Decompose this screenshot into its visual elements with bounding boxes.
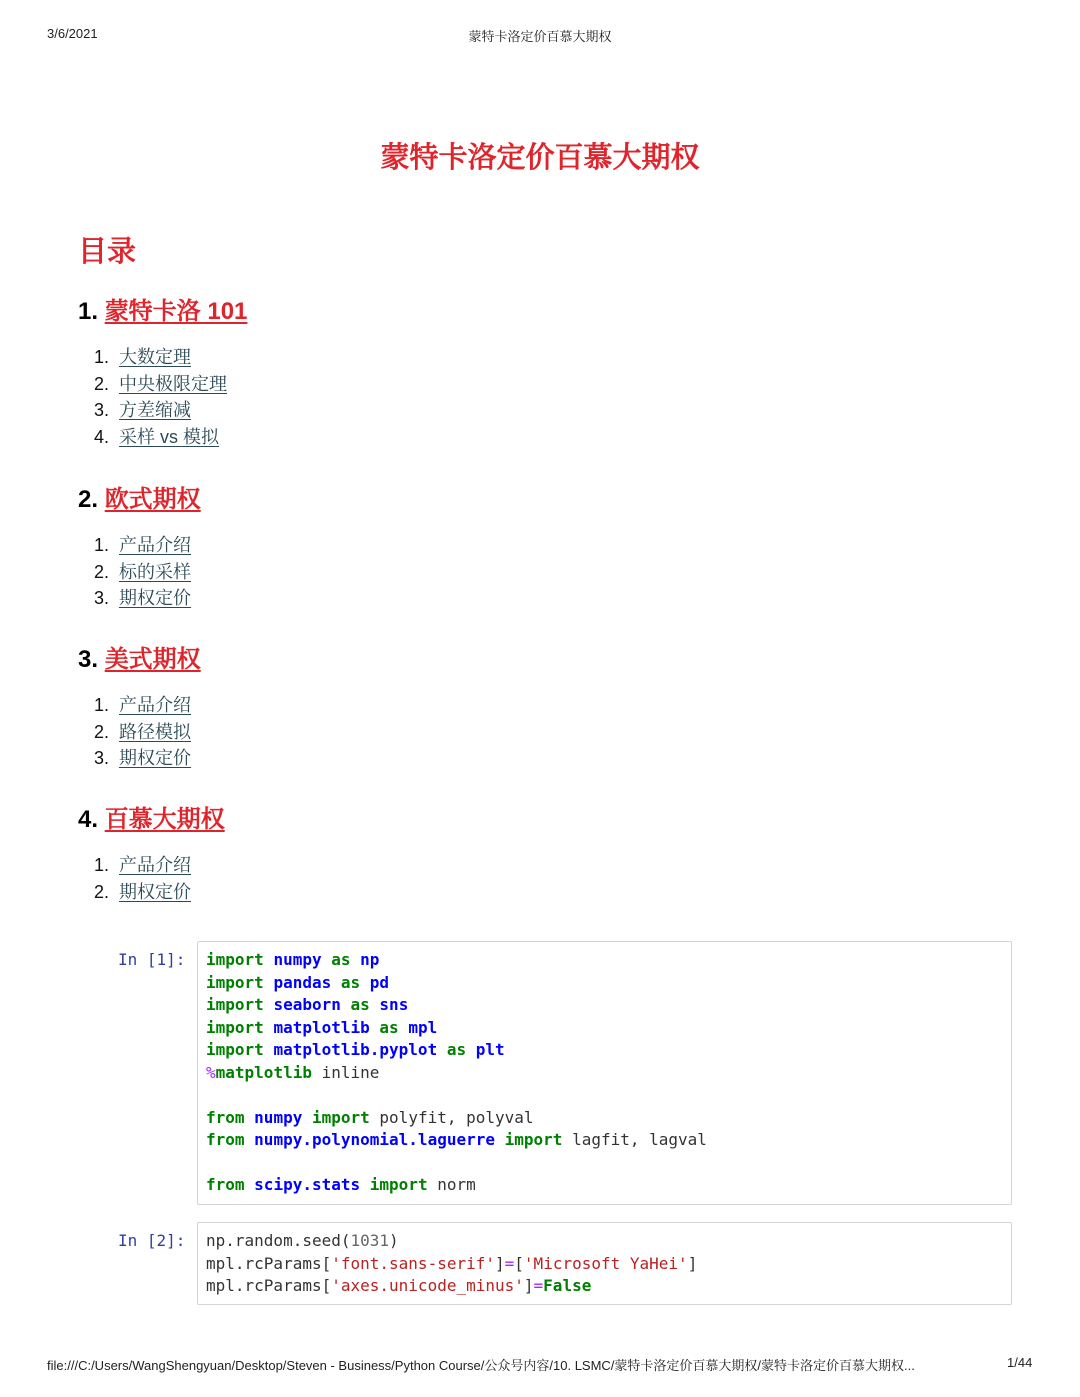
toc-item: 1. 产品介绍 xyxy=(94,695,192,715)
code-line xyxy=(206,1039,1003,1062)
code-token xyxy=(466,1040,476,1059)
toc-sub-list xyxy=(94,344,247,450)
toc-section-link[interactable]: 蒙特卡洛 101 xyxy=(104,298,248,325)
code-token xyxy=(245,1130,255,1149)
code-token: pd xyxy=(369,972,390,992)
toc-item: 1. 产品介绍 xyxy=(94,535,192,555)
toc-item: 2. 标的采样 xyxy=(94,561,192,582)
toc-section-2 xyxy=(78,484,201,612)
code-token xyxy=(245,1175,255,1194)
code-content xyxy=(206,949,1003,1197)
code-token xyxy=(495,1130,505,1149)
code-token xyxy=(360,1175,370,1194)
code-token: import xyxy=(206,1017,264,1037)
print-file-url: file:///C:/Users/WangShengyuan/Desktop/Steven - Business/Python Course/公众号内容/10. LSMC/蒙特卡洛定价百慕大期权/蒙特卡洛定价百慕大期权... xyxy=(47,1358,915,1373)
code-token: plt xyxy=(475,1040,505,1059)
code-token xyxy=(399,1018,409,1037)
code-line xyxy=(206,1275,1003,1298)
toc-section-heading: 2. 欧式期权 xyxy=(78,486,201,513)
toc-section-3 xyxy=(78,644,201,772)
code-token xyxy=(370,1018,380,1037)
code-token: norm xyxy=(427,1175,476,1194)
code-token: mpl.rcParams[ xyxy=(206,1276,332,1295)
code-token: = xyxy=(533,1276,544,1295)
code-token: numpy xyxy=(254,1107,303,1127)
code-token: [ xyxy=(514,1253,524,1273)
code-token xyxy=(264,995,274,1014)
code-line xyxy=(206,1107,1003,1130)
toc-section-heading: 3. 美式期权 xyxy=(78,646,201,673)
toc-section-heading: 4. 百慕大期权 xyxy=(78,806,225,833)
code-token xyxy=(264,1040,274,1059)
toc-item-link[interactable]: 标的采样 xyxy=(119,561,192,582)
print-doc-title: 蒙特卡洛定价百慕大期权 xyxy=(468,30,612,45)
code-token: as xyxy=(446,1040,467,1059)
toc-item: 3. 期权定价 xyxy=(94,748,192,768)
code-token: ] xyxy=(495,1253,505,1273)
cell-prompt: In [2]: xyxy=(118,1231,186,1250)
code-token: 'axes.unicode_minus' xyxy=(331,1276,524,1295)
toc-item: 3. 方差缩减 xyxy=(94,400,192,420)
code-token: False xyxy=(543,1276,592,1295)
code-token: as xyxy=(350,995,370,1014)
code-token: numpy.polynomial.laguerre xyxy=(254,1130,495,1149)
code-token xyxy=(264,1018,274,1037)
toc-item: 3. 期权定价 xyxy=(94,588,192,608)
toc-item-link[interactable]: 期权定价 xyxy=(119,881,192,902)
toc-section-4 xyxy=(78,804,225,905)
code-token: mpl.rcParams[ xyxy=(206,1253,332,1273)
code-token: seaborn xyxy=(273,995,341,1014)
code-token: polyfit, polyval xyxy=(369,1107,534,1127)
code-token xyxy=(302,1108,312,1127)
code-token: numpy xyxy=(273,950,322,969)
toc-sub-list xyxy=(94,852,225,905)
code-token: 'font.sans-serif' xyxy=(331,1253,495,1273)
code-input-area[interactable] xyxy=(197,941,1012,1205)
code-input-area[interactable] xyxy=(197,1222,1012,1305)
code-token: np xyxy=(360,950,380,969)
toc-item-link[interactable]: 路径模拟 xyxy=(119,721,192,742)
code-token: import xyxy=(369,1175,428,1194)
code-line xyxy=(206,1174,1003,1197)
code-line xyxy=(206,1129,1003,1152)
code-token: ] xyxy=(523,1276,534,1295)
toc-item: 4. 采样 vs 模拟 xyxy=(94,426,220,447)
toc-item-link[interactable]: 产品介绍 xyxy=(119,695,192,715)
print-date: 3/6/2021 xyxy=(47,26,98,41)
print-header xyxy=(0,26,1080,45)
code-token: matplotlib xyxy=(273,1017,370,1037)
code-token: from xyxy=(206,1130,245,1149)
code-token xyxy=(264,973,274,992)
code-line xyxy=(206,1084,1003,1107)
toc-item-link[interactable]: 期权定价 xyxy=(119,588,192,608)
code-token: as xyxy=(379,1017,399,1037)
code-token: matplotlib xyxy=(215,1062,312,1082)
code-line xyxy=(206,1253,1003,1276)
code-token xyxy=(370,995,380,1014)
code-line xyxy=(206,1230,1003,1253)
code-token: 1031 xyxy=(350,1231,390,1250)
toc-item: 2. 路径模拟 xyxy=(94,721,192,742)
toc-item: 2. 期权定价 xyxy=(94,881,192,902)
code-token: sns xyxy=(379,995,409,1014)
code-token: import xyxy=(206,972,264,992)
toc-item-link[interactable]: 产品介绍 xyxy=(119,535,192,555)
code-token: matplotlib.pyplot xyxy=(273,1040,438,1059)
code-token xyxy=(351,950,361,969)
code-token xyxy=(245,1108,255,1127)
code-token: ) xyxy=(389,1231,399,1250)
toc-item: 1. 大数定理 xyxy=(94,347,192,367)
code-token: import xyxy=(206,1040,264,1059)
page-title: 蒙特卡洛定价百慕大期权 xyxy=(380,142,700,174)
toc-heading: 目录 xyxy=(78,236,137,268)
code-token: import xyxy=(311,1107,370,1127)
code-line xyxy=(206,1062,1003,1085)
toc-sub-list xyxy=(94,532,201,612)
toc-item-link[interactable]: 中央极限定理 xyxy=(119,373,228,394)
toc-item: 2. 中央极限定理 xyxy=(94,373,228,394)
code-token: import xyxy=(504,1130,563,1149)
print-page-number: 1/44 xyxy=(1007,1355,1033,1370)
code-line xyxy=(206,972,1003,995)
code-token: mpl xyxy=(408,1017,438,1037)
toc-item-link[interactable]: 方差缩减 xyxy=(119,400,192,420)
code-line xyxy=(206,1017,1003,1040)
code-token: 'Microsoft YaHei' xyxy=(523,1253,688,1273)
code-token xyxy=(331,973,341,992)
code-token: lagfit, lagval xyxy=(562,1130,707,1149)
code-token xyxy=(322,950,332,969)
code-token: as xyxy=(340,972,361,992)
code-token xyxy=(341,995,351,1014)
code-token xyxy=(264,950,274,969)
toc-item-link[interactable]: 采样 vs 模拟 xyxy=(119,426,220,447)
toc-section-link[interactable]: 欧式期权 xyxy=(104,486,201,513)
toc-section-1 xyxy=(78,296,247,450)
code-line xyxy=(206,949,1003,972)
toc-section-link[interactable]: 百慕大期权 xyxy=(104,806,225,833)
code-line xyxy=(206,1152,1003,1175)
code-token: np.random.seed( xyxy=(206,1231,351,1250)
toc-item-link[interactable]: 期权定价 xyxy=(119,748,192,768)
code-token: as xyxy=(331,950,351,969)
code-token: scipy.stats xyxy=(254,1175,361,1194)
code-token: inline xyxy=(311,1062,380,1082)
toc-sub-list xyxy=(94,692,201,772)
code-content xyxy=(206,1230,1003,1298)
toc-item-link[interactable]: 大数定理 xyxy=(119,347,192,367)
toc-section-link[interactable]: 美式期权 xyxy=(104,646,201,673)
code-token xyxy=(360,973,370,992)
code-token: % xyxy=(206,1062,216,1082)
code-token: from xyxy=(206,1107,245,1127)
cell-prompt: In [1]: xyxy=(118,950,186,969)
code-token: import xyxy=(206,995,264,1014)
code-token xyxy=(437,1040,447,1059)
code-token: pandas xyxy=(273,972,332,992)
code-token: from xyxy=(206,1175,245,1194)
toc-item: 1. 产品介绍 xyxy=(94,855,192,875)
toc-section-heading: 1. 蒙特卡洛 101 xyxy=(78,298,248,325)
toc-item-link[interactable]: 产品介绍 xyxy=(119,855,192,875)
code-line xyxy=(206,994,1003,1017)
code-token: ] xyxy=(687,1253,698,1273)
code-token: = xyxy=(504,1253,515,1273)
code-token: import xyxy=(206,950,264,969)
